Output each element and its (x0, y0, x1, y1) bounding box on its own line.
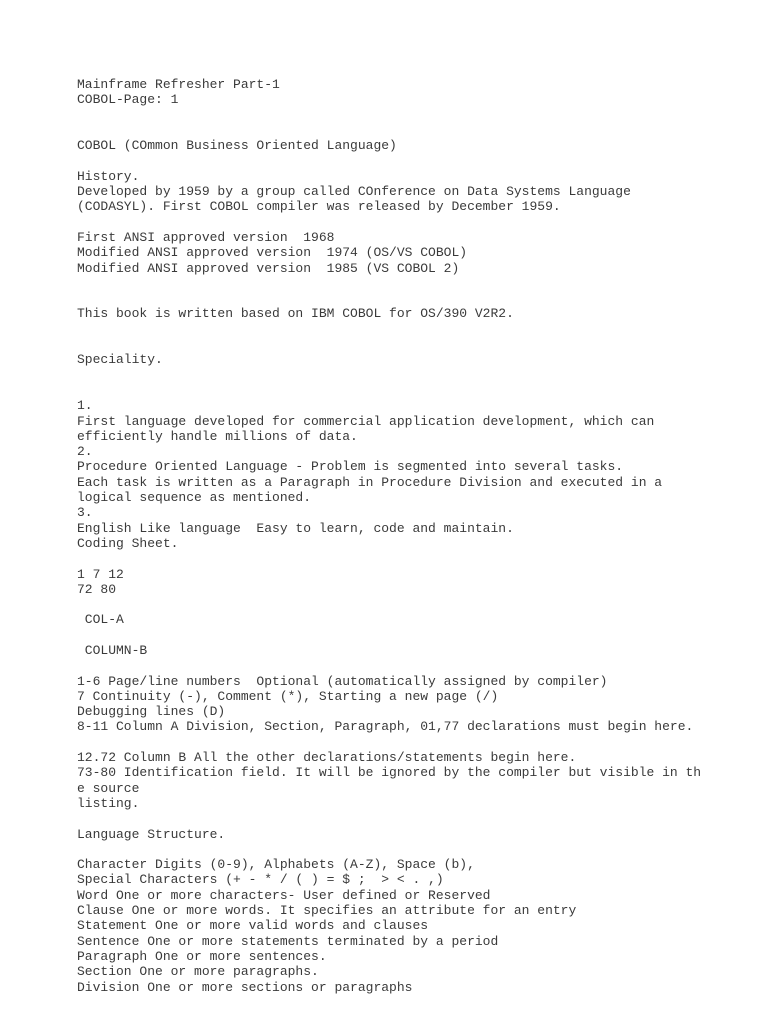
text-line: (CODASYL). First COBOL compiler was released by December 1959. (77, 199, 561, 215)
text-line: Debugging lines (D) (77, 704, 226, 720)
text-line: 2. (77, 444, 93, 460)
text-line: 1 7 12 (77, 566, 124, 582)
document-text (77, 77, 757, 995)
text-line: COBOL (COmmon Business Oriented Language) (77, 138, 397, 154)
text-line: Language Structure. (77, 826, 226, 842)
text-line: Special Characters (+ - * / ( ) = $ ; > < . ,) (77, 872, 444, 888)
text-line: History. (77, 168, 140, 184)
text-line: English Like language Easy to learn, code and maintain. (77, 520, 514, 536)
text-line (77, 658, 757, 673)
text-line: Word One or more characters- User defined or Reserved (77, 887, 491, 903)
text-line (77, 368, 757, 383)
text-line: 1-6 Page/line numbers Optional (automatically assigned by compiler) (77, 673, 608, 689)
text-line: This book is written based on IBM COBOL for OS/390 V2R2. (77, 306, 514, 322)
text-line: Paragraph One or more sentences. (77, 948, 327, 964)
text-line: 12.72 Column B All the other declarations/statements begin here. (77, 750, 577, 766)
text-line: Statement One or more valid words and clauses (77, 918, 429, 934)
text-line: COL-A (77, 612, 124, 628)
text-line: e source (77, 780, 140, 796)
text-line (77, 215, 757, 230)
text-line: Sentence One or more statements terminated by a period (77, 933, 499, 949)
text-line: Coding Sheet. (77, 535, 179, 551)
text-line: 7 Continuity (-), Comment (*), Starting a new page (/) (77, 688, 499, 704)
text-line (77, 337, 757, 352)
text-line (77, 628, 757, 643)
text-line: Clause One or more words. It specifies an attribute for an entry (77, 903, 577, 919)
text-line (77, 153, 757, 168)
text-line: Modified ANSI approved version 1985 (VS COBOL 2) (77, 260, 460, 276)
text-line (77, 735, 757, 750)
text-line (77, 291, 757, 306)
text-line: efficiently handle millions of data. (77, 428, 358, 444)
text-line: 8-11 Column A Division, Section, Paragraph, 01,77 declarations must begin here. (77, 719, 694, 735)
text-line (77, 811, 757, 826)
text-line (77, 322, 757, 337)
text-line: 73-80 Identification field. It will be ignored by the compiler but visible in th (77, 765, 702, 781)
text-line: Division One or more sections or paragraphs (77, 979, 413, 995)
text-line: COLUMN-B (77, 642, 148, 658)
text-line: 3. (77, 505, 93, 521)
text-line (77, 123, 757, 138)
text-line: 1. (77, 398, 93, 414)
text-line: listing. (77, 795, 140, 811)
text-line: First ANSI approved version 1968 (77, 229, 335, 245)
text-line: 72 80 (77, 581, 117, 597)
text-line: Speciality. (77, 352, 163, 368)
text-line: Modified ANSI approved version 1974 (OS/VS COBOL) (77, 245, 468, 261)
text-line: Character Digits (0-9), Alphabets (A-Z), Space (b), (77, 857, 475, 873)
text-line: Section One or more paragraphs. (77, 964, 319, 980)
text-line: Mainframe Refresher Part-1 (77, 77, 280, 92)
text-line (77, 842, 757, 857)
text-line: Procedure Oriented Language - Problem is segmented into several tasks. (77, 459, 624, 475)
text-line: Each task is written as a Paragraph in Procedure Division and executed in a (77, 474, 663, 490)
text-line (77, 276, 757, 291)
text-line: logical sequence as mentioned. (77, 490, 312, 506)
text-line (77, 383, 757, 398)
text-line (77, 551, 757, 566)
text-line (77, 108, 757, 123)
text-line (77, 597, 757, 612)
text-line: Developed by 1959 by a group called COnference on Data Systems Language (77, 184, 631, 200)
text-line: First language developed for commercial application development, which can (77, 413, 655, 429)
text-line: COBOL-Page: 1 (77, 92, 179, 108)
